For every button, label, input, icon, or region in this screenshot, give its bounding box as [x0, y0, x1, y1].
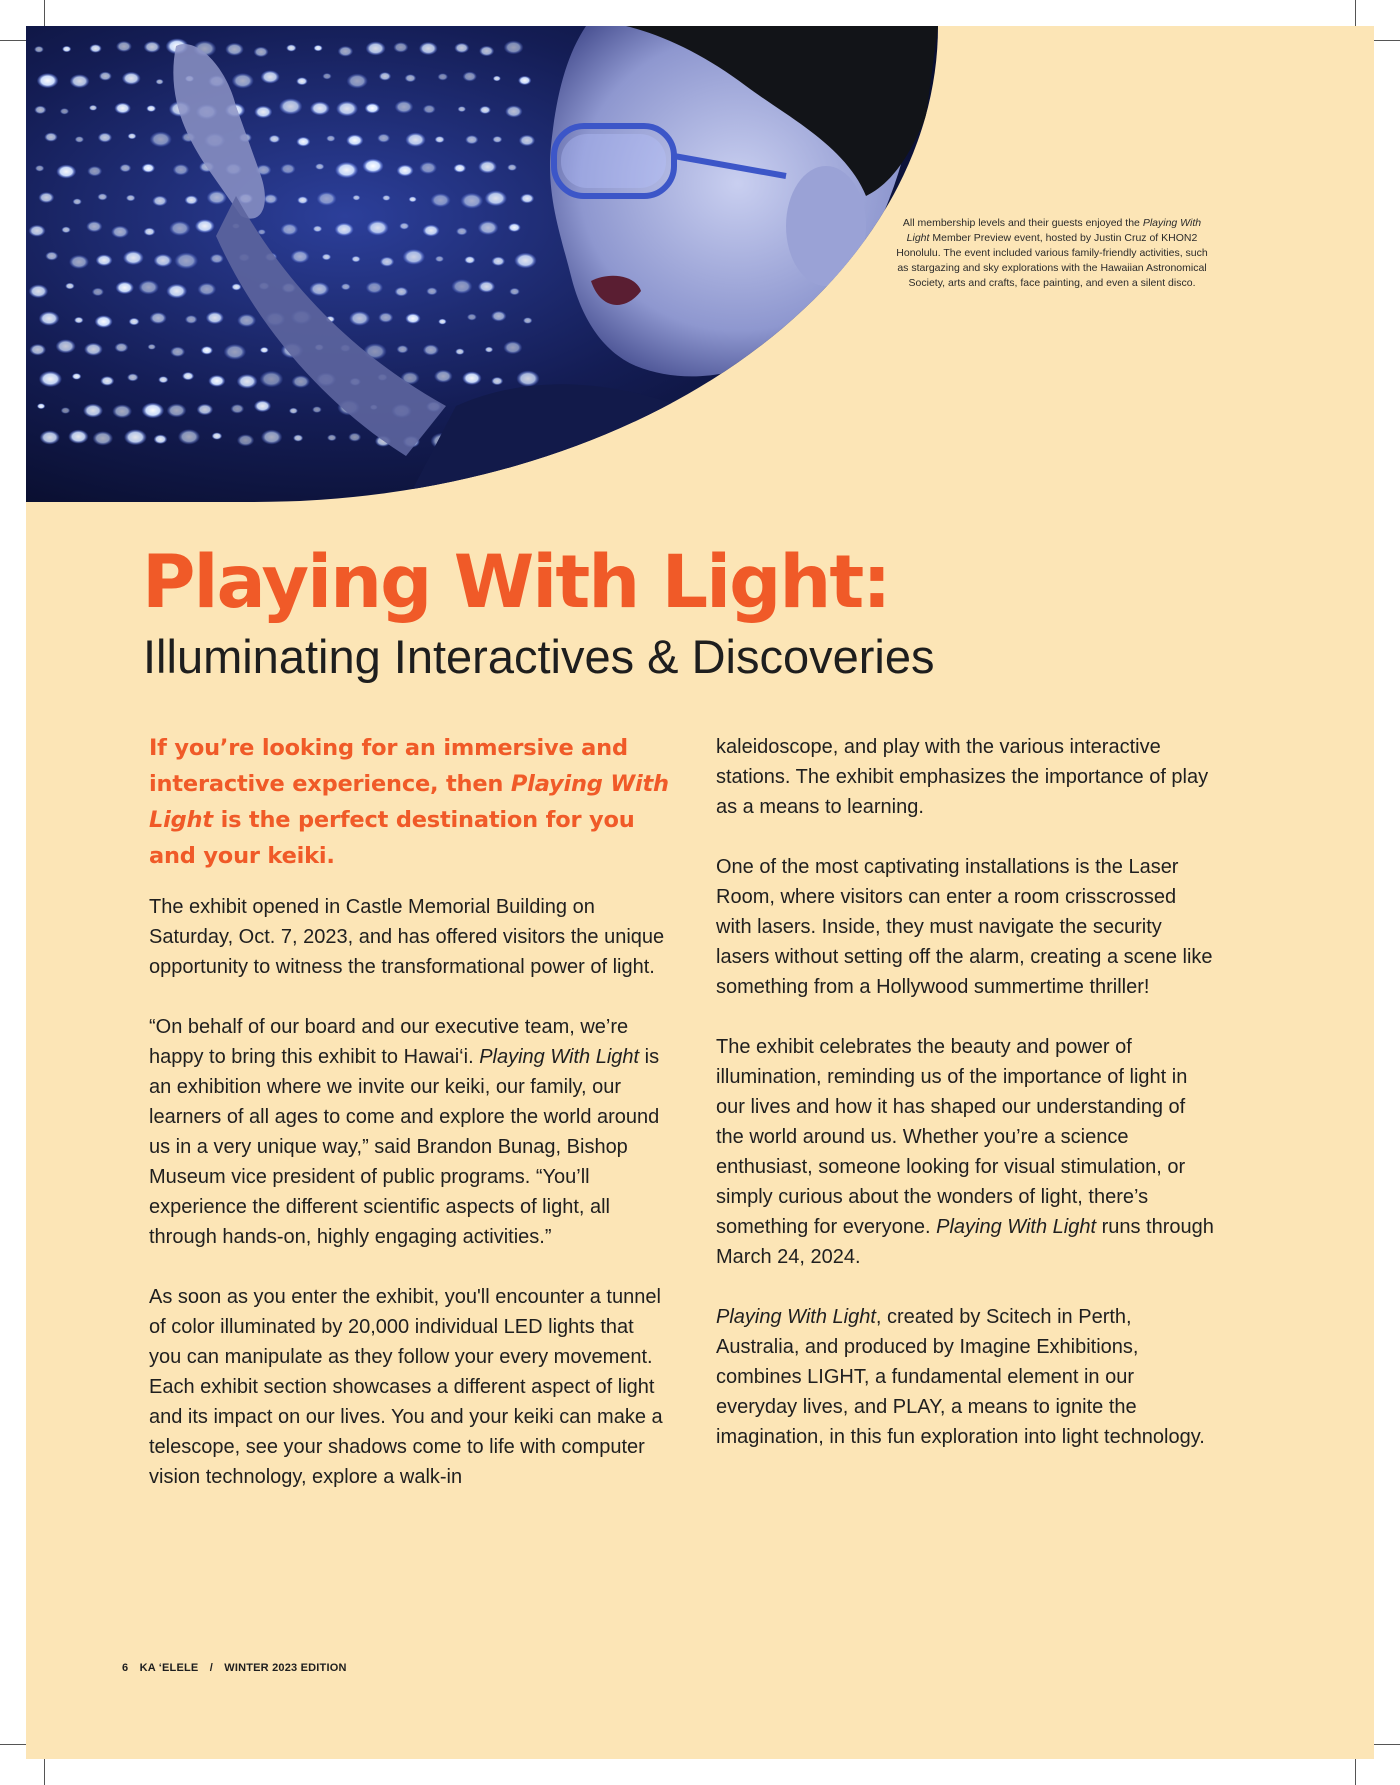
led-light	[422, 224, 439, 236]
led-light	[224, 344, 247, 360]
led-light	[478, 221, 499, 236]
led-light	[419, 42, 438, 55]
body-paragraph	[716, 1032, 1216, 1272]
crop-mark	[1374, 1744, 1400, 1745]
led-light	[518, 76, 531, 85]
led-light	[119, 164, 131, 172]
led-light	[338, 46, 354, 57]
crop-mark	[1355, 0, 1356, 26]
led-light	[326, 135, 335, 142]
led-light	[75, 136, 84, 143]
led-light	[505, 105, 523, 117]
led-light	[40, 430, 60, 444]
led-light	[62, 46, 71, 52]
led-light	[397, 345, 409, 353]
article-title: Playing With Light:	[142, 540, 890, 625]
led-light	[455, 348, 464, 355]
led-light	[451, 279, 472, 294]
led-light	[260, 347, 269, 353]
led-light	[493, 76, 501, 82]
led-light	[309, 282, 329, 296]
led-light	[291, 375, 310, 388]
led-light	[492, 136, 502, 143]
led-light	[286, 44, 296, 51]
led-light	[150, 312, 167, 324]
led-light	[514, 253, 537, 269]
led-light	[409, 196, 417, 202]
led-light	[167, 403, 187, 417]
body-paragraph	[149, 1012, 669, 1252]
body-text: runs through March 24, 2024.	[716, 1216, 1214, 1268]
led-light	[378, 312, 393, 323]
led-light	[465, 135, 478, 144]
led-light	[237, 434, 254, 446]
led-light	[127, 373, 139, 381]
led-light	[39, 371, 62, 387]
led-light	[158, 376, 168, 383]
led-light	[111, 226, 129, 239]
led-light	[313, 45, 322, 51]
exhibit-name: Playing With Light	[716, 1306, 876, 1328]
led-light	[197, 404, 214, 416]
led-light	[37, 73, 59, 88]
led-light	[254, 400, 271, 412]
quote-exhibit-name: Playing With Light	[479, 1046, 640, 1068]
lead-text: If you’re looking for an immersive and interactive experience, then	[149, 735, 628, 797]
led-light	[379, 72, 391, 81]
led-light	[351, 256, 360, 262]
photo-caption	[894, 216, 1210, 291]
led-light	[207, 190, 228, 204]
exhibit-photo	[26, 26, 938, 502]
led-light	[346, 134, 363, 146]
led-light	[39, 311, 60, 326]
publication-name: KA ‘ELELE	[139, 1662, 199, 1674]
led-light	[437, 73, 448, 80]
led-light	[296, 137, 310, 147]
led-light	[92, 431, 113, 445]
led-light	[366, 41, 386, 55]
led-light	[84, 343, 103, 356]
led-light	[114, 343, 128, 353]
led-light	[29, 284, 49, 298]
led-light	[126, 195, 136, 202]
led-light	[123, 250, 144, 265]
led-light	[100, 376, 114, 386]
led-light	[269, 135, 281, 143]
led-light	[206, 311, 224, 324]
crop-mark	[1355, 1759, 1356, 1785]
led-light	[122, 72, 141, 85]
lead-text: is the perfect destination for you and your keiki.	[149, 807, 635, 869]
led-light	[462, 371, 482, 385]
led-light	[426, 287, 437, 295]
led-light	[519, 135, 535, 147]
led-light	[478, 160, 497, 173]
led-light	[377, 134, 390, 143]
led-light	[479, 46, 494, 57]
led-light	[60, 108, 69, 115]
led-light	[178, 429, 200, 445]
body-paragraph: The exhibit opened in Castle Memorial Building on Saturday, Oct. 7, 2023, and has offered visitors the unique opportunity to witness the transformational power of light.	[149, 896, 665, 978]
led-light	[142, 163, 156, 172]
led-light	[210, 254, 224, 264]
led-light	[516, 370, 539, 386]
led-light	[460, 193, 483, 209]
quote-text: “On behalf of our board and our executive team, we’re happy to bring this exhibit to Hawai‘i.	[149, 1016, 629, 1068]
led-light	[504, 40, 524, 54]
led-light	[454, 43, 469, 54]
body-paragraph: As soon as you enter the exhibit, you'll encounter a tunnel of color illuminated by 20,000 individual LED lights that you can manipulate as they follow your every movement. Each exhibit section showcases a different aspect of light and its impact on our lives. You and your keiki can make a telescope, see your shadows come to life with computer vision technology, explore a walk-in	[149, 1286, 663, 1488]
led-light	[395, 287, 409, 297]
body-paragraph	[716, 1302, 1216, 1452]
led-light	[438, 319, 447, 325]
body-paragraph: One of the most captivating installations is the Laser Room, where visitors can enter a room crisscrossed with lasers. Inside, they must navigate the security lasers without setting off the alarm, creating a scene like something from a Hollywood summertime thriller!	[716, 856, 1213, 998]
led-light	[170, 346, 185, 357]
led-light	[127, 133, 136, 139]
led-light	[336, 101, 358, 116]
led-light	[195, 219, 215, 233]
magazine-page	[26, 26, 1374, 1759]
body-paragraph: kaleidoscope, and play with the various interactive stations. The exhibit emphasizes the importance of play as a means to learning.	[716, 736, 1209, 818]
led-light	[382, 195, 390, 201]
led-light	[405, 74, 417, 82]
led-light	[463, 71, 477, 81]
led-light	[348, 433, 361, 442]
page-number: 6	[122, 1662, 129, 1674]
led-light	[70, 74, 90, 88]
led-light	[34, 46, 44, 53]
led-light	[116, 41, 132, 52]
led-light	[68, 430, 88, 444]
led-light	[144, 228, 156, 236]
led-light	[201, 346, 213, 355]
led-light	[457, 106, 466, 112]
exhibit-name: Playing With Light	[936, 1216, 1097, 1238]
led-light	[435, 256, 444, 262]
led-light	[366, 282, 383, 294]
led-light	[144, 41, 161, 53]
led-light	[174, 252, 198, 269]
led-light	[485, 347, 493, 353]
edition-label: WINTER 2023 EDITION	[224, 1662, 347, 1674]
led-light	[367, 220, 389, 235]
led-light	[362, 159, 383, 174]
led-light	[96, 254, 113, 266]
led-light	[280, 164, 295, 175]
led-light	[397, 165, 414, 177]
crop-mark	[1374, 40, 1400, 41]
led-light	[297, 196, 308, 204]
led-light	[491, 256, 505, 266]
led-light	[365, 103, 380, 114]
led-light	[152, 196, 167, 207]
led-light	[208, 375, 225, 387]
led-light	[148, 344, 156, 350]
led-light	[315, 163, 324, 170]
led-light	[56, 339, 76, 353]
led-light	[485, 190, 507, 206]
led-light	[35, 165, 44, 172]
led-light	[146, 105, 156, 112]
led-light	[28, 225, 45, 237]
led-light	[523, 317, 533, 324]
led-light	[393, 42, 408, 53]
right-column	[716, 732, 1216, 1482]
led-light	[491, 311, 507, 322]
led-light	[479, 106, 491, 114]
led-light	[491, 377, 503, 385]
led-light	[254, 106, 272, 119]
led-light	[403, 249, 426, 265]
led-light	[230, 404, 244, 414]
led-light	[89, 44, 102, 53]
led-light	[150, 131, 172, 147]
led-light	[83, 404, 103, 418]
led-light	[310, 101, 330, 115]
caption-text: All membership levels and their guests enjoyed the	[902, 217, 1143, 229]
led-light	[225, 43, 244, 56]
led-light	[435, 136, 445, 143]
led-light	[419, 162, 437, 174]
led-light	[69, 255, 89, 269]
led-light	[87, 166, 102, 177]
led-light	[124, 429, 147, 445]
led-light	[29, 344, 46, 356]
led-light	[335, 223, 354, 237]
led-light	[352, 195, 360, 201]
led-light	[115, 281, 134, 294]
led-light	[169, 221, 190, 236]
led-light	[61, 226, 70, 233]
led-light	[263, 194, 278, 204]
led-light	[129, 318, 140, 326]
crop-mark	[44, 0, 45, 26]
lead-paragraph	[149, 730, 669, 874]
led-light	[99, 72, 112, 81]
led-light	[260, 70, 279, 84]
led-light	[312, 406, 322, 413]
body-text: The exhibit celebrates the beauty and power of illumination, reminding us of the importance of light in our lives and how it has shaped our understanding of the world around us. Whether you’re a science enthusiast, someone looking for visual stimulation, or simply curious about the wonders of light, there’s something for everyone.	[716, 1036, 1188, 1238]
led-light	[259, 371, 283, 388]
article-subtitle: Illuminating Interactives & Discoveries	[143, 630, 935, 683]
led-light	[430, 193, 450, 207]
led-light	[197, 283, 216, 296]
led-light	[61, 407, 71, 414]
caption-text: Member Preview event, hosted by Justin Cruz of KHON2 Honolulu. The event included various family-friendly activities, such as stargazing and sky explorations with the Hawaiian Astronomical Society, arts and crafts, face painting, and even a silent disco.	[896, 232, 1208, 289]
led-light	[296, 77, 308, 85]
led-light	[92, 288, 104, 297]
led-light	[156, 79, 164, 85]
led-light	[456, 227, 468, 235]
led-light	[335, 162, 358, 178]
led-light	[237, 374, 258, 389]
crop-mark	[0, 40, 26, 41]
led-light	[237, 314, 256, 327]
led-light	[45, 251, 58, 260]
led-light	[293, 434, 303, 441]
led-light	[280, 223, 298, 235]
led-light	[86, 221, 102, 232]
led-light	[173, 164, 190, 176]
led-light	[212, 432, 223, 439]
led-light	[434, 370, 453, 383]
led-light	[346, 73, 367, 88]
led-light	[98, 132, 112, 142]
led-light	[114, 102, 131, 114]
led-light	[423, 105, 436, 114]
led-light	[89, 105, 97, 111]
led-light	[322, 254, 332, 261]
led-light	[313, 226, 322, 233]
led-light	[508, 223, 521, 232]
led-light	[317, 192, 337, 206]
led-light	[112, 404, 132, 418]
led-light	[467, 314, 477, 321]
led-light	[153, 434, 167, 444]
led-light	[141, 402, 164, 418]
led-light	[464, 256, 475, 264]
led-light	[289, 408, 298, 414]
led-light	[232, 73, 254, 89]
led-light	[349, 311, 370, 326]
led-light	[405, 313, 421, 324]
lead-exhibit-name: Playing With Light	[149, 771, 669, 833]
led-light	[520, 194, 534, 204]
led-light	[185, 315, 198, 324]
led-light	[138, 280, 159, 295]
led-light	[182, 372, 194, 381]
led-light	[44, 132, 58, 141]
crop-mark	[0, 1744, 26, 1745]
body-text: , created by Scitech in Perth, Australia, and produced by Imagine Exhibitions, combines LIGHT, a fundamental element in our everyday lives, and PLAY, a means to ignite the imagination, in this fun exploration into light technology.	[716, 1306, 1205, 1448]
led-light	[253, 47, 268, 58]
led-light	[231, 283, 241, 290]
led-light	[478, 281, 495, 293]
led-light	[56, 165, 76, 179]
left-column	[149, 730, 669, 1522]
caption-exhibit-name: Playing With Light	[906, 217, 1202, 244]
led-light	[97, 193, 107, 200]
led-light	[72, 373, 82, 380]
led-light	[509, 288, 520, 295]
led-light	[74, 317, 84, 324]
footer-separator: /	[209, 1662, 213, 1674]
led-light	[453, 164, 466, 173]
led-light	[166, 284, 187, 299]
led-light	[327, 434, 337, 441]
led-light	[34, 106, 46, 115]
led-light	[322, 73, 331, 80]
led-light	[37, 403, 45, 409]
led-light	[405, 132, 426, 146]
led-light	[291, 250, 310, 263]
led-light	[184, 195, 198, 205]
crop-mark	[44, 1759, 45, 1785]
led-light	[72, 198, 81, 205]
led-light	[503, 341, 522, 354]
led-light	[261, 430, 283, 445]
page-footer	[122, 1662, 355, 1674]
led-light	[38, 192, 54, 203]
led-light	[380, 257, 394, 267]
led-light	[341, 283, 351, 290]
led-light	[65, 283, 75, 290]
led-light	[95, 315, 113, 328]
led-light	[395, 100, 414, 113]
quote-text: is an exhibition where we invite our keiki, our family, our learners of all ages to come and explore the world around us in a very unique way,” said Brandon Bunag, Bishop Museum vice president of public programs. “You’ll experience the different scientific aspects of light, all through hands-on, highly engaging activities.”	[149, 1046, 660, 1248]
led-light	[399, 223, 409, 230]
led-light	[423, 344, 439, 355]
led-light	[279, 98, 303, 114]
led-light	[507, 164, 517, 171]
led-light	[154, 254, 173, 267]
